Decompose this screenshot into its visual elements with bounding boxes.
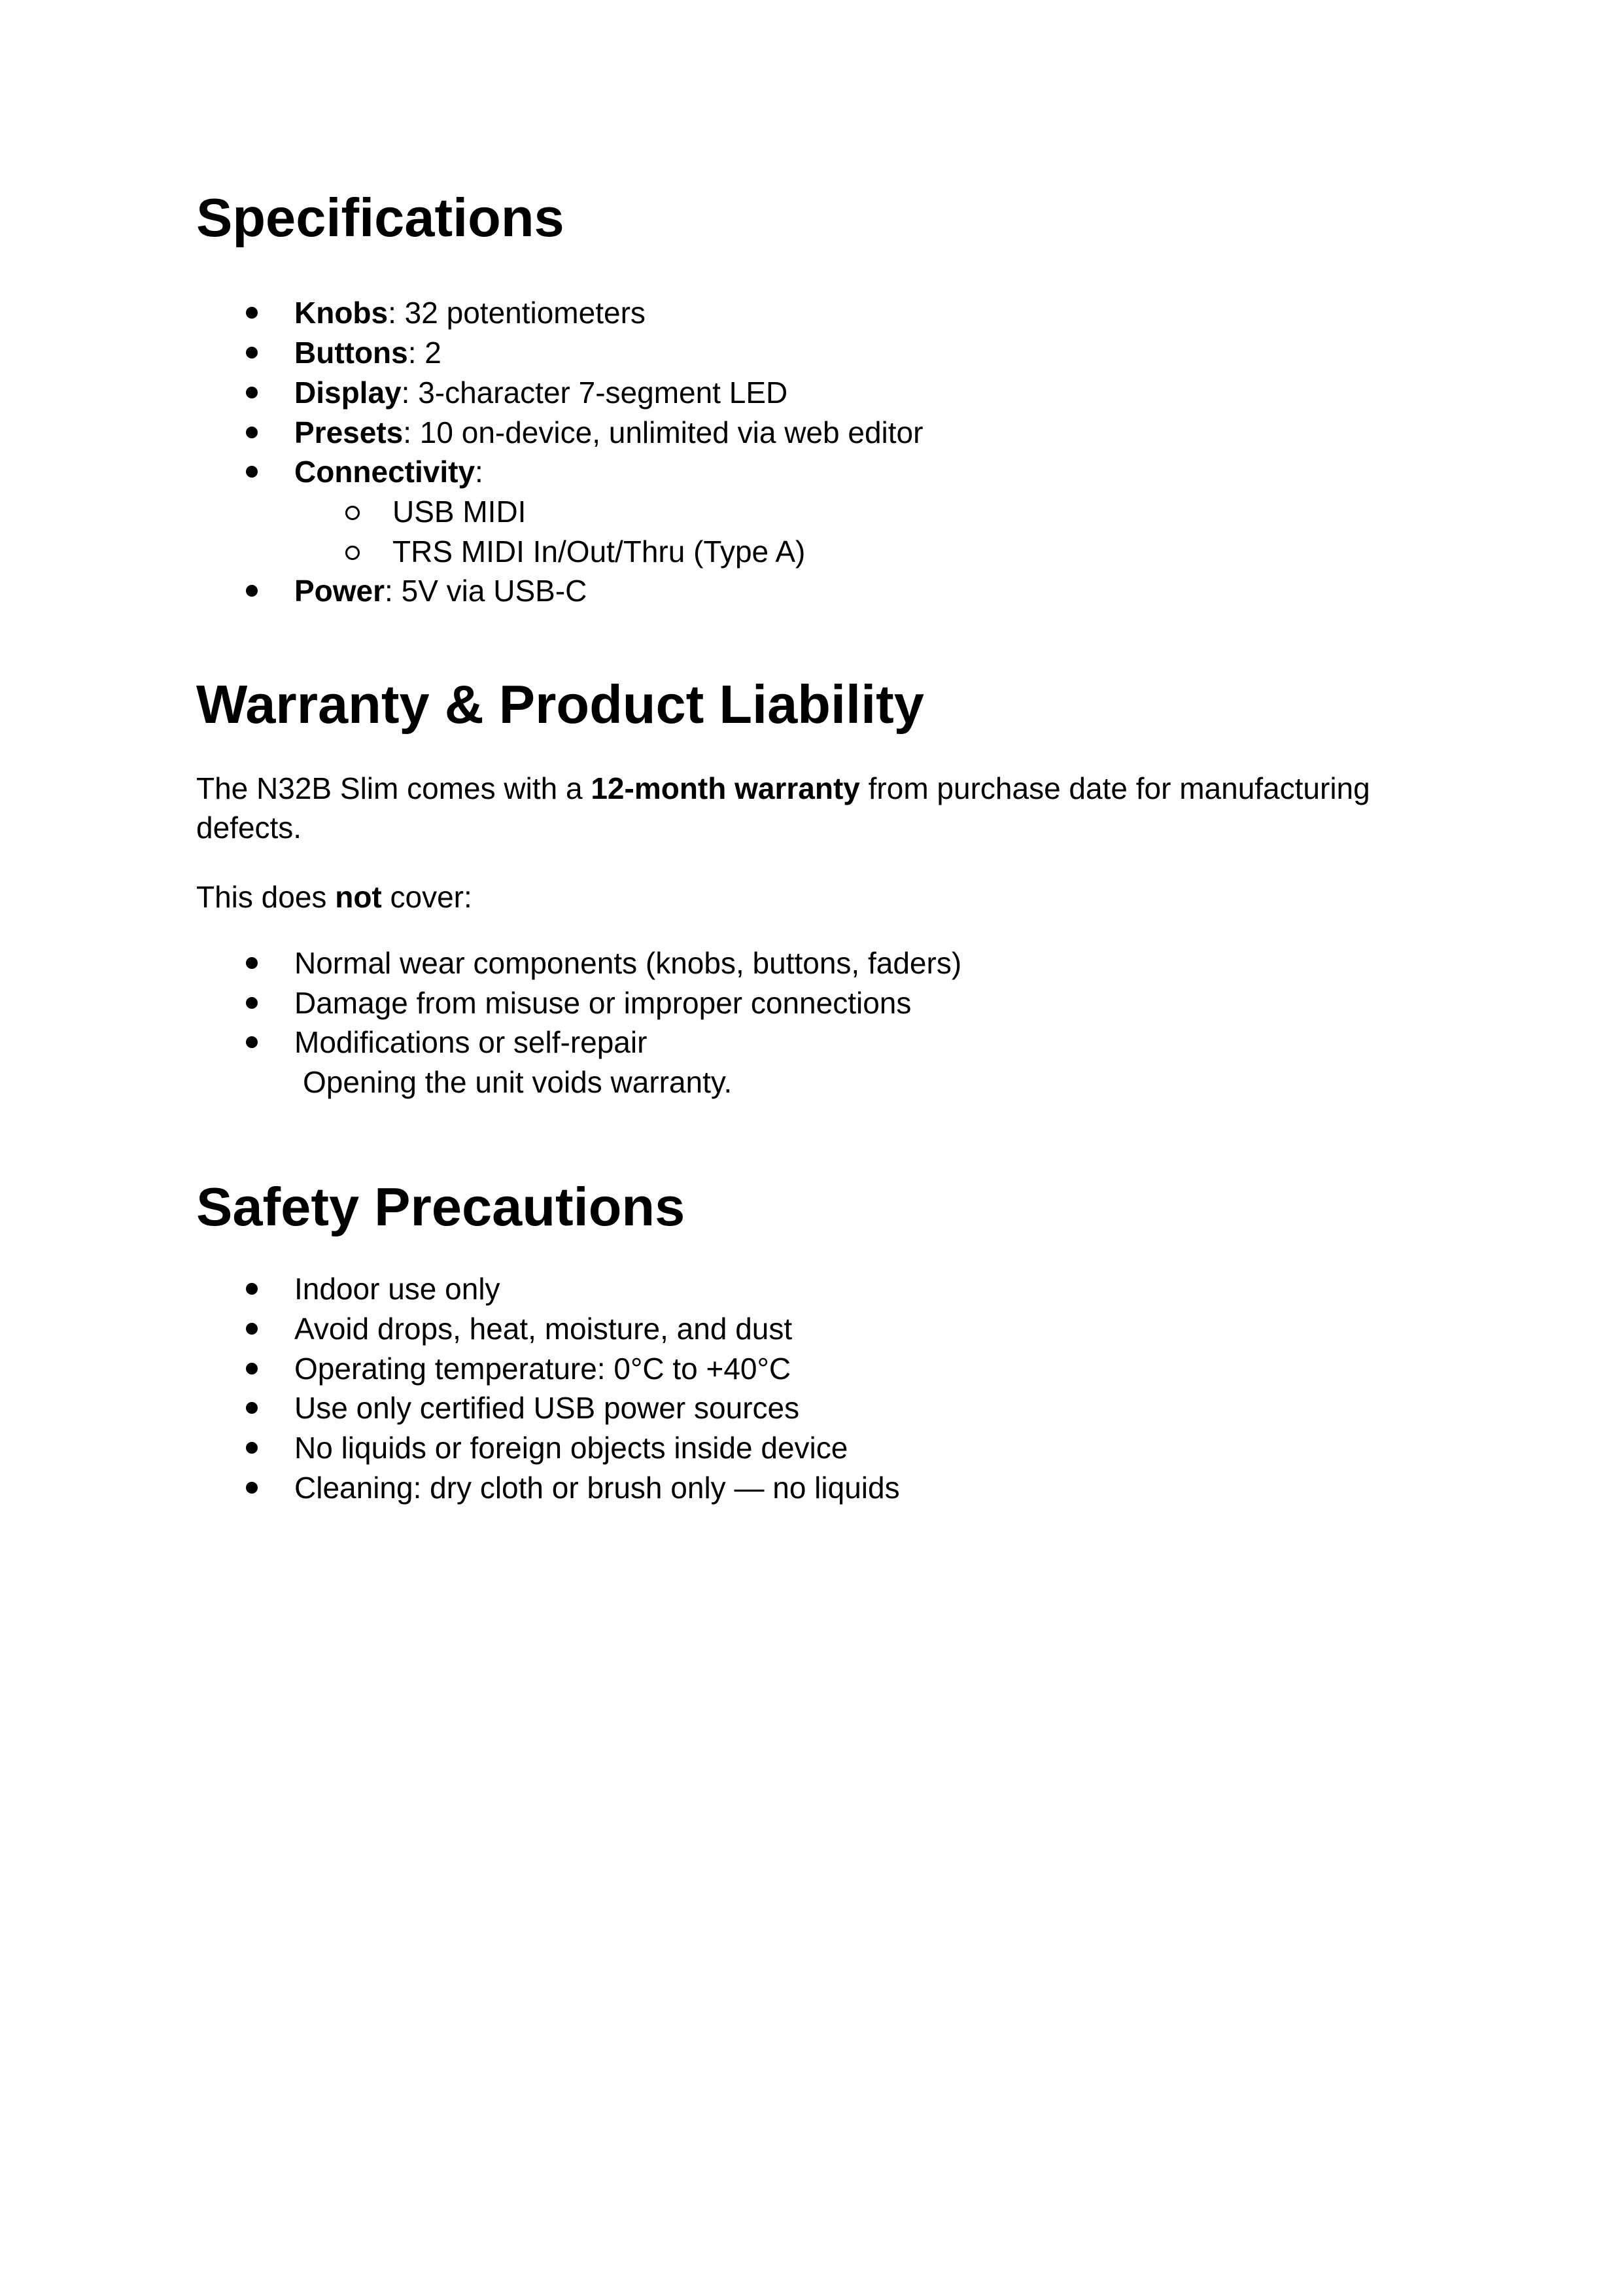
list-item: [196, 1023, 1428, 1062]
paragraph-bold-text: 12-month warranty: [591, 771, 860, 805]
list-item: [196, 1428, 1428, 1468]
paragraph-text: cover:: [381, 880, 472, 915]
exclusion-item: Normal wear components (knobs, buttons, faders): [294, 945, 962, 980]
bullet-disc-icon: [246, 957, 258, 969]
bullet-disc-icon: [246, 1402, 258, 1414]
spec-label: Presets: [294, 415, 404, 449]
spec-label: Buttons: [294, 336, 408, 370]
bullet-disc-icon: [246, 387, 258, 398]
exclusion-item: Damage from misuse or improper connections: [294, 985, 912, 1020]
warranty-note: Opening the unit voids warranty.: [303, 1064, 733, 1099]
safety-list: [196, 1269, 1428, 1507]
list-item: [196, 373, 1428, 413]
list-item: [196, 1349, 1428, 1389]
spec-value: :: [475, 455, 483, 489]
specifications-list: [196, 293, 1428, 611]
list-item: [196, 413, 1428, 453]
warranty-heading: Warranty & Product Liability: [196, 674, 924, 735]
list-item: [196, 333, 1428, 373]
bullet-disc-icon: [246, 1482, 258, 1494]
list-item: [196, 571, 1428, 611]
safety-item: Use only certified USB power sources: [294, 1391, 800, 1426]
paragraph-bold-text: not: [335, 880, 382, 915]
bullet-circle-icon: [345, 546, 360, 560]
bullet-disc-icon: [246, 1363, 258, 1375]
list-item: [196, 1468, 1428, 1508]
bullet-disc-icon: [246, 427, 258, 438]
bullet-disc-icon: [246, 997, 258, 1009]
spec-value: : 5V via USB-C: [385, 574, 587, 608]
warranty-cover-intro: [196, 877, 1428, 917]
bullet-disc-icon: [246, 347, 258, 359]
sub-list-item: [196, 492, 1428, 532]
exclusion-item: Modifications or self-repair: [294, 1025, 648, 1060]
list-item: [196, 452, 1428, 492]
paragraph-text: from purchase date for manufacturing defects.: [196, 771, 1370, 845]
sub-list-item: [196, 532, 1428, 572]
warranty-paragraph: [196, 769, 1428, 848]
spec-label: Power: [294, 574, 385, 608]
warranty-exclusions-list: [196, 943, 1428, 1062]
bullet-disc-icon: [246, 1442, 258, 1454]
spec-label: Connectivity: [294, 455, 475, 489]
spec-value: : 2: [407, 336, 441, 370]
bullet-disc-icon: [246, 1323, 258, 1335]
spec-value: : 32 potentiometers: [388, 296, 646, 330]
connectivity-subitem: TRS MIDI In/Out/Thru (Type A): [392, 534, 806, 569]
safety-item: Cleaning: dry cloth or brush only — no liquids: [294, 1470, 900, 1505]
spec-value: : 3-character 7-segment LED: [401, 375, 788, 410]
paragraph-text: The N32B Slim comes with a: [196, 771, 591, 805]
bullet-disc-icon: [246, 585, 258, 597]
spec-label: Knobs: [294, 296, 389, 330]
list-item: [196, 983, 1428, 1023]
list-item: [196, 293, 1428, 333]
specifications-heading: Specifications: [196, 187, 564, 248]
safety-heading: Safety Precautions: [196, 1176, 685, 1237]
connectivity-subitem: USB MIDI: [392, 495, 527, 529]
list-item: [196, 943, 1428, 983]
spec-value: : 10 on-device, unlimited via web editor: [403, 415, 924, 449]
safety-item: No liquids or foreign objects inside device: [294, 1430, 848, 1465]
safety-item: Avoid drops, heat, moisture, and dust: [294, 1311, 793, 1346]
spec-label: Display: [294, 375, 402, 410]
list-item: [196, 1309, 1428, 1349]
bullet-disc-icon: [246, 307, 258, 319]
bullet-disc-icon: [246, 1036, 258, 1048]
bullet-disc-icon: [246, 1283, 258, 1295]
safety-item: Indoor use only: [294, 1272, 500, 1306]
list-item: [196, 1388, 1428, 1428]
list-item: [196, 1269, 1428, 1309]
safety-item: Operating temperature: 0°C to +40°C: [294, 1351, 791, 1386]
paragraph-text: This does: [196, 880, 336, 915]
bullet-disc-icon: [246, 466, 258, 478]
bullet-circle-icon: [345, 506, 360, 520]
